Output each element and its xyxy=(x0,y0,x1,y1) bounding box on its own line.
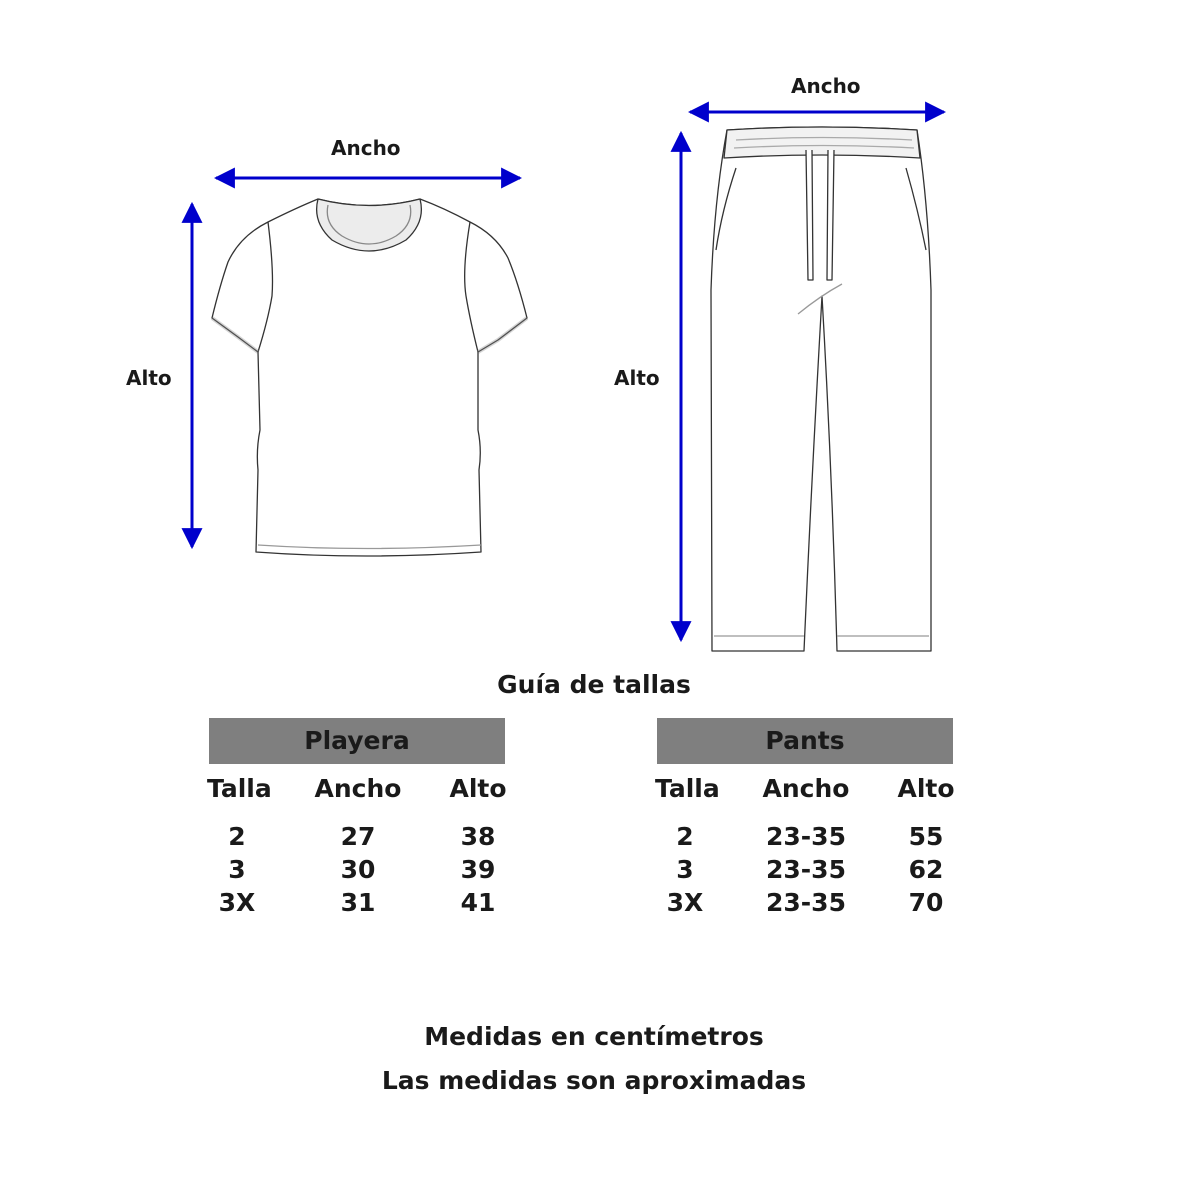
height-cell: 41 xyxy=(460,888,496,917)
column-header: Alto xyxy=(897,774,955,803)
size-cell: 3X xyxy=(218,888,256,917)
table-header-row xyxy=(655,774,965,808)
column-header: Talla xyxy=(207,774,272,803)
column-header: Ancho xyxy=(762,774,850,803)
width-cell: 31 xyxy=(340,888,376,917)
size-cell: 3 xyxy=(676,855,694,884)
height-cell: 55 xyxy=(908,822,944,851)
shirt-width-label: Ancho xyxy=(331,136,401,160)
pants-icon xyxy=(711,127,931,651)
table-row xyxy=(207,853,517,886)
width-cell: 30 xyxy=(340,855,376,884)
table-row xyxy=(655,820,965,853)
pants-size-table xyxy=(655,718,965,919)
table-row xyxy=(207,886,517,919)
width-cell: 23-35 xyxy=(766,822,846,851)
pants-width-label: Ancho xyxy=(791,74,861,98)
table-title: Playera xyxy=(209,718,505,764)
pants-height-label: Alto xyxy=(614,366,660,390)
table-row xyxy=(207,820,517,853)
height-cell: 39 xyxy=(460,855,496,884)
playera-size-table xyxy=(207,718,517,919)
height-cell: 70 xyxy=(908,888,944,917)
tshirt-icon xyxy=(212,199,527,556)
size-cell: 2 xyxy=(676,822,694,851)
column-header: Talla xyxy=(655,774,720,803)
shirt-height-label: Alto xyxy=(126,366,172,390)
guide-title: Guía de tallas xyxy=(497,670,691,699)
column-header: Ancho xyxy=(314,774,402,803)
width-cell: 27 xyxy=(340,822,376,851)
width-cell: 23-35 xyxy=(766,855,846,884)
table-header-row xyxy=(207,774,517,808)
footer-units-note: Medidas en centímetros xyxy=(424,1022,764,1051)
width-cell: 23-35 xyxy=(766,888,846,917)
footer-approx-note: Las medidas son aproximadas xyxy=(381,1066,807,1095)
table-title: Pants xyxy=(657,718,953,764)
table-row xyxy=(655,853,965,886)
table-row xyxy=(655,886,965,919)
height-cell: 62 xyxy=(908,855,944,884)
height-cell: 38 xyxy=(460,822,496,851)
size-cell: 2 xyxy=(228,822,246,851)
column-header: Alto xyxy=(449,774,507,803)
size-cell: 3X xyxy=(666,888,704,917)
size-cell: 3 xyxy=(228,855,246,884)
